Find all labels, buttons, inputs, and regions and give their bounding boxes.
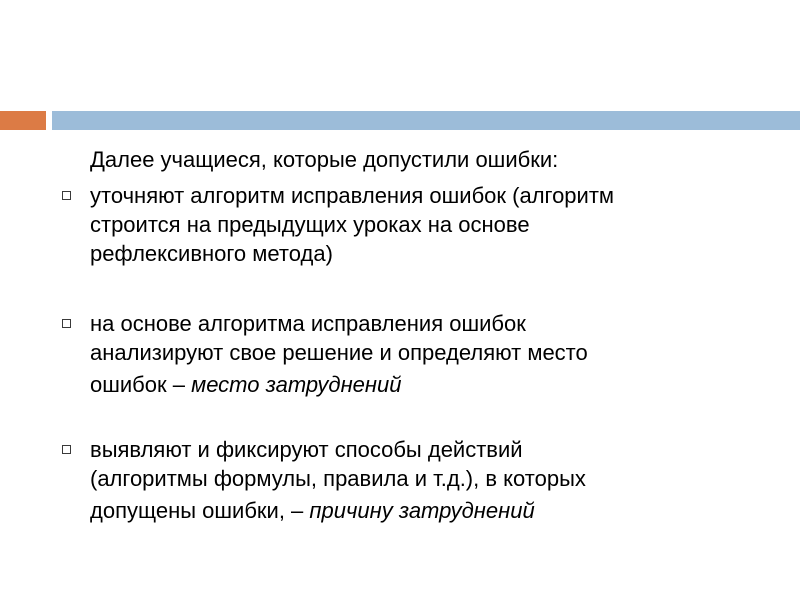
list-item-line: (алгоритмы формулы, правила и т.д.), в которых: [90, 466, 586, 491]
header-bar: [52, 111, 800, 130]
list-item-line-prefix: ошибок –: [90, 372, 192, 397]
list-item-text: [90, 435, 780, 525]
list-item-line-prefix: допущены ошибки, –: [90, 498, 310, 523]
list-item-line: рефлексивного метода): [90, 241, 333, 266]
list-item-line: выявляют и фиксируют способы действий: [90, 437, 523, 462]
hollow-square-bullet-icon: [62, 445, 71, 454]
list-item-line: анализируют свое решение и определяют место: [90, 340, 588, 365]
list-item-text: [90, 309, 780, 399]
list-item-line: [90, 496, 780, 525]
list-item-line: на основе алгоритма исправления ошибок: [90, 311, 526, 336]
list-item-line: строится на предыдущих уроках на основе: [90, 212, 530, 237]
header-accent-bar: [0, 111, 46, 130]
hollow-square-bullet-icon: [62, 319, 71, 328]
emphasis-text: причину затруднений: [309, 498, 535, 523]
list-item-text: [90, 181, 780, 268]
list-item-line: [90, 370, 780, 399]
intro-text: Далее учащиеся, которые допустили ошибки:: [90, 147, 559, 172]
list-item-line: уточняют алгоритм исправления ошибок (алгоритм: [90, 183, 615, 208]
hollow-square-bullet-icon: [62, 191, 71, 200]
emphasis-text: место затруднений: [191, 372, 402, 397]
